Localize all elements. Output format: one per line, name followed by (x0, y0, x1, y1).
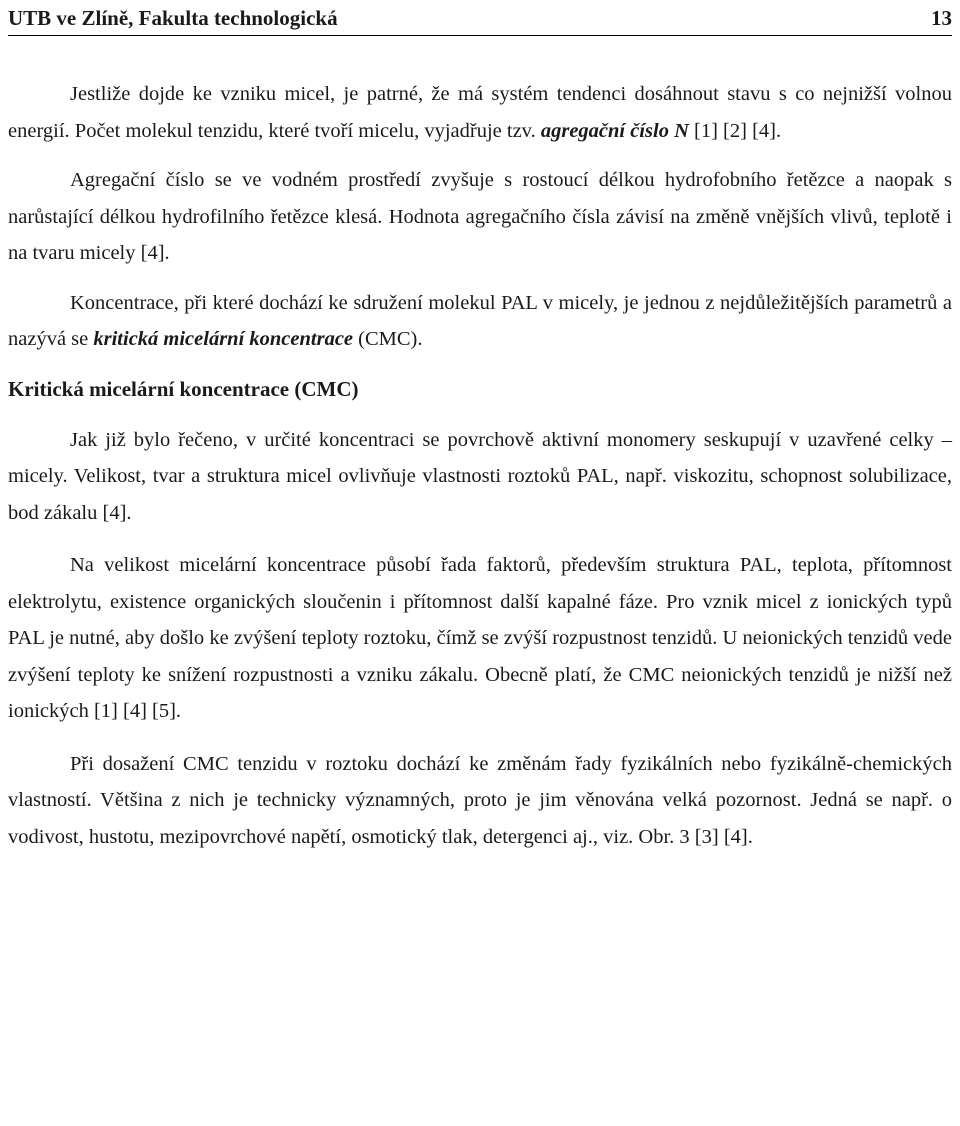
paragraph-cmc-definition: Jak již bylo řečeno, v určité koncentraci se povrchově aktivní monomery seskupují v uzavřené celky – micely. Velikost, tvar a struktura micel ovlivňuje vlastnosti roztoků PAL, např. viskozitu, schopnost solubilizace, bod zákalu [4]. (8, 428, 952, 524)
page-number: 13 (931, 6, 952, 30)
section-heading: Kritická micelární koncentrace (CMC) (8, 376, 359, 401)
paragraph-cmc-factors: Na velikost micelární koncentrace působí řada faktorů, především struktura PAL, teplota, přítomnost elektrolytu, existence organických sloučenin i přítomnost další kapalné fáze. Pro vznik micel z ionických typů PAL je nutné, aby došlo ke zvýšení teploty roztoku, čímž se zvýší rozpustnost tenzidů. U neionických tenzidů vede zvýšení teploty ke snížení rozpustnosti a vzniku zákalu. Obecně platí, že CMC neionických tenzidů je nižší než ionických [1] [4] [5]. (8, 554, 952, 722)
paragraph-text: Jestliže dojde ke vzniku micel, je patrné, že má systém tendenci dosáhnout stavu s co nejnižší volnou energií. Počet molekul tenzidu, které tvoří micelu, vyjadřuje tzv. (8, 83, 952, 142)
term-aggregation-number: agregační číslo N (540, 119, 689, 142)
paragraph-text: Koncentrace, při které dochází ke sdružení molekul PAL v micely, je jednou z nejdůležitějších parametrů a nazývá se (8, 291, 952, 350)
paragraph-cmc-properties: Při dosažení CMC tenzidu v roztoku dochází ke změnám řady fyzikálních nebo fyzikálně-chemických vlastností. Většina z nich je technicky významných, proto je jim věnována velká pozornost. Jedná se např. o vodivost, hustotu, mezipovrchové napětí, osmotický tlak, detergenci aj., viz. Obr. 3 [3] [4]. (8, 752, 952, 848)
page-header (8, 0, 952, 36)
page-body (8, 76, 952, 855)
paragraph-concentration (8, 285, 952, 358)
paragraph-text: (CMC). (353, 328, 423, 350)
paragraph-text: [1] [2] [4]. (688, 119, 782, 142)
paragraph-aggregation-intro (8, 76, 952, 149)
running-title: UTB ve Zlíně, Fakulta technologická (8, 6, 338, 30)
paragraph-aggregation-number: Agregační číslo se ve vodném prostředí zvyšuje s rostoucí délkou hydrofobního řetězce a naopak s narůstající délkou hydrofilního řetězce klesá. Hodnota agregačního čísla závisí na změně vnějších vlivů, teplotě i na tvaru micely [4]. (8, 169, 952, 264)
term-cmc: kritická micelární koncentrace (93, 328, 354, 350)
